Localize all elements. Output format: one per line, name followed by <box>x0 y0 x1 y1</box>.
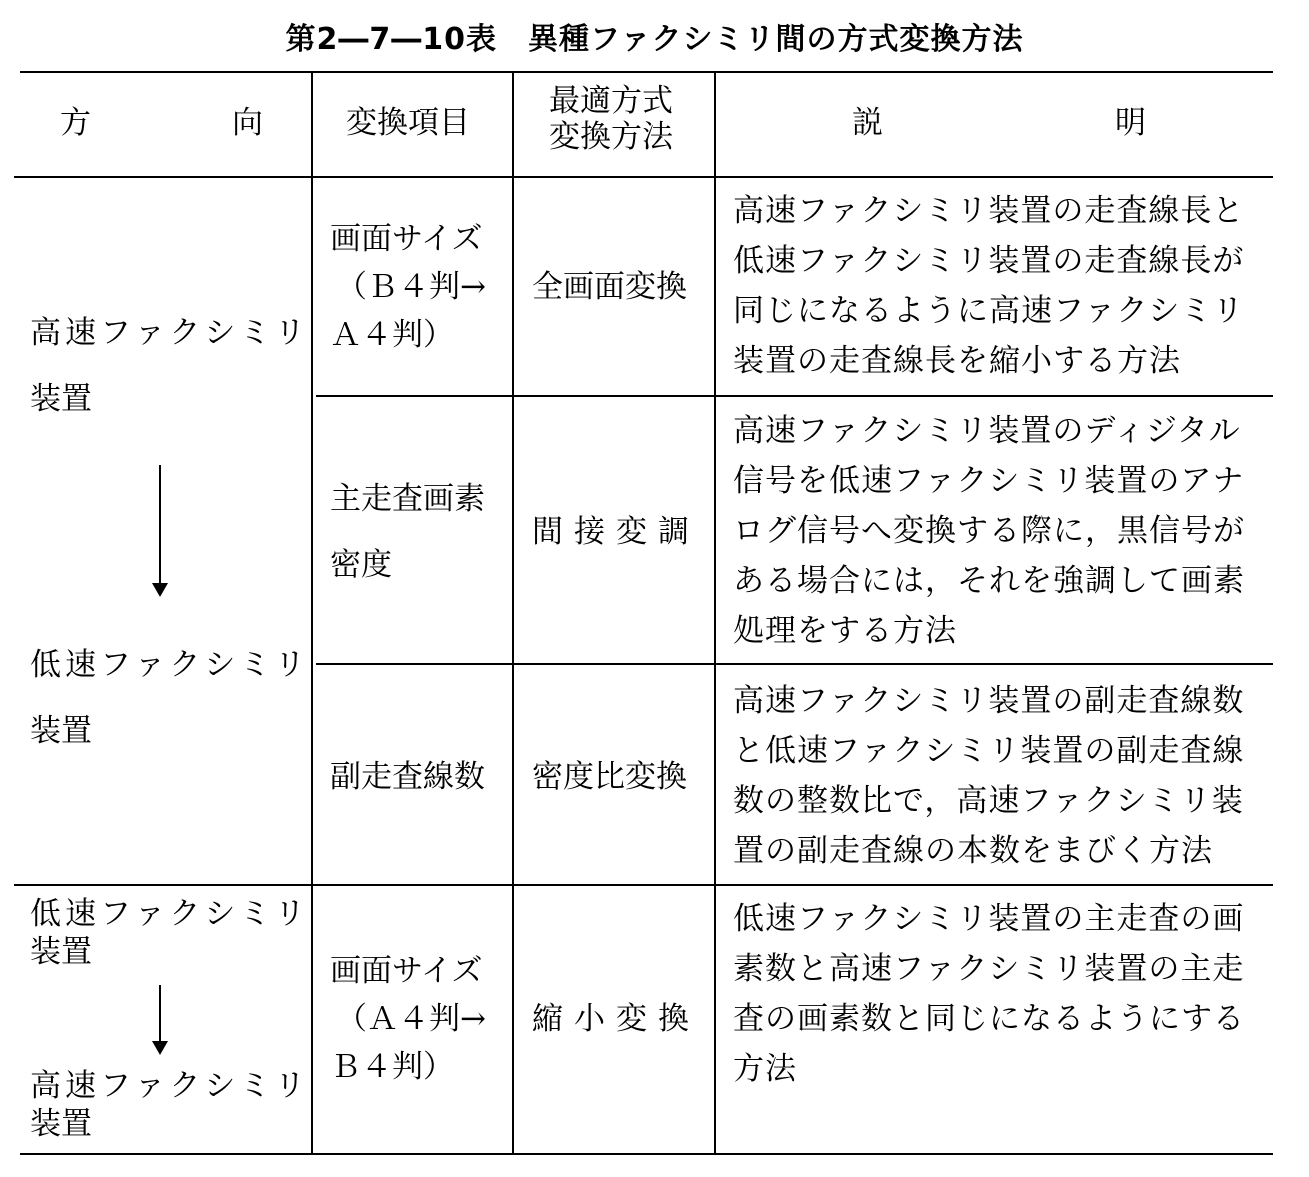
header-item: 変換項目 <box>346 105 470 141</box>
row2-desc-line2: 信号を低速ファクシミリ装置のアナ <box>733 463 1245 499</box>
row1-item-line3: Ａ４判） <box>330 317 454 353</box>
col-divider-3 <box>714 73 716 1153</box>
row4-item-line2: （Ａ４判→ <box>336 1001 486 1037</box>
row2-item-line2: 密度 <box>330 547 392 583</box>
header-direction-b: 向 <box>232 105 263 141</box>
group-rule <box>14 884 1273 886</box>
group1-from-line2: 装置 <box>30 381 92 417</box>
header-method-line2: 変換方法 <box>549 119 673 155</box>
row2-desc-line5: 処理をする方法 <box>733 613 957 649</box>
table-title: 第2―7―10表 異種ファクシミリ間の方式変換方法 <box>285 22 1024 57</box>
row3-desc-line1: 高速ファクシミリ装置の副走査線数 <box>733 683 1245 719</box>
row1-method: 全画面変換 <box>532 269 687 305</box>
group1-from-line1: 高速ファクシミリ <box>30 315 310 351</box>
row4-method: 縮小変換 <box>532 1001 700 1037</box>
row4-desc-line2: 素数と高速ファクシミリ装置の主走 <box>733 951 1245 987</box>
row4-desc-line4: 方法 <box>733 1051 797 1087</box>
col-divider-2 <box>512 73 514 1153</box>
group1-to-line2: 装置 <box>30 713 92 749</box>
row1-desc-line4: 装置の走査線長を縮小する方法 <box>733 343 1181 379</box>
group2-to-line2: 装置 <box>30 1106 92 1142</box>
row4-item-line1: 画面サイズ <box>330 953 483 989</box>
col-divider-1 <box>311 73 313 1153</box>
row2-desc-line4: ある場合には，それを強調して画素 <box>733 563 1245 599</box>
row1-rule <box>316 395 1273 397</box>
row1-desc-line3: 同じになるように高速ファクシミリ <box>733 293 1245 329</box>
header-desc-b: 明 <box>1115 105 1146 141</box>
row2-desc-line3: ログ信号へ変換する際に，黒信号が <box>733 513 1245 549</box>
row3-desc-line4: 置の副走査線の本数をまびく方法 <box>733 833 1213 869</box>
group2-from-line1: 低速ファクシミリ <box>30 896 310 932</box>
top-rule <box>20 71 1273 73</box>
down-arrow-icon <box>150 985 170 1055</box>
group2-from-line2: 装置 <box>30 934 92 970</box>
row2-rule <box>316 663 1273 665</box>
row1-item-line1: 画面サイズ <box>330 221 483 257</box>
row4-desc-line3: 査の画素数と同じになるようにする <box>733 1001 1245 1037</box>
row1-desc-line1: 高速ファクシミリ装置の走査線長と <box>733 193 1245 229</box>
group2-to-line1: 高速ファクシミリ <box>30 1068 310 1104</box>
row2-item-line1: 主走査画素 <box>330 481 485 517</box>
row1-desc-line2: 低速ファクシミリ装置の走査線長が <box>733 243 1245 279</box>
header-desc-a: 説 <box>852 105 883 141</box>
row3-item-line1: 副走査線数 <box>330 759 485 795</box>
header-method-line1: 最適方式 <box>549 83 673 119</box>
header-rule <box>14 176 1273 178</box>
header-direction-a: 方 <box>60 105 91 141</box>
group1-to-line1: 低速ファクシミリ <box>30 647 310 683</box>
row3-desc-line2: と低速ファクシミリ装置の副走査線 <box>733 733 1245 769</box>
row2-method: 間接変調 <box>532 514 700 550</box>
row1-item-line2: （Ｂ４判→ <box>336 269 486 305</box>
down-arrow-icon <box>150 465 170 597</box>
bottom-rule <box>20 1153 1273 1155</box>
row3-desc-line3: 数の整数比で，高速ファクシミリ装 <box>733 783 1244 819</box>
row2-desc-line1: 高速ファクシミリ装置のディジタル <box>733 413 1241 449</box>
row4-item-line3: Ｂ４判） <box>330 1049 454 1085</box>
row3-method: 密度比変換 <box>532 759 687 795</box>
row4-desc-line1: 低速ファクシミリ装置の主走査の画 <box>733 901 1245 937</box>
